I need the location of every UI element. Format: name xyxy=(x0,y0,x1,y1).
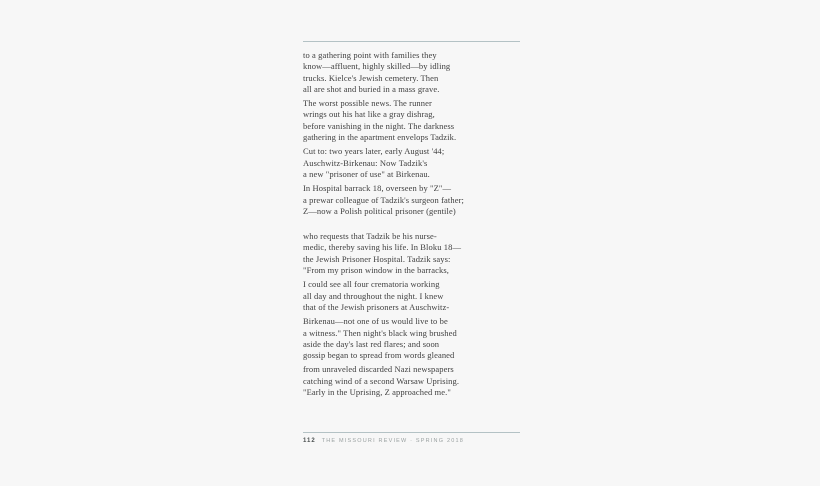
stanza xyxy=(303,183,520,217)
poem-line: who requests that Tadzik be his nurse- xyxy=(303,231,437,242)
poem xyxy=(303,50,520,398)
poem-line: In Hospital barrack 18, overseen by "Z"— xyxy=(303,183,452,194)
poem-line: trucks. Kielce's Jewish cemetery. Then xyxy=(303,72,439,83)
poem-line: a new "prisoner of use" at Birkenau. xyxy=(303,168,430,179)
top-rule xyxy=(303,41,520,42)
poem-line: before vanishing in the night. The darkness xyxy=(303,120,455,131)
poem-line: "From my prison window in the barracks, xyxy=(303,265,449,276)
poem-line: know—affluent, highly skilled—by idling xyxy=(303,61,451,72)
poem-line: Cut to: two years later, early August '44; xyxy=(303,146,445,157)
poem-column xyxy=(303,41,520,401)
poem-line: Birkenau—not one of us would live to be xyxy=(303,316,448,327)
poem-line: a prewar colleague of Tadzik's surgeon father; xyxy=(303,194,464,205)
poem-line: the Jewish Prisoner Hospital. Tadzik says: xyxy=(303,253,451,264)
poem-line: gossip began to spread from words gleaned xyxy=(303,350,455,361)
poem-line: all day and throughout the night. I knew xyxy=(303,290,444,301)
stanza xyxy=(303,364,520,398)
poem-line: The worst possible news. The runner xyxy=(303,98,432,109)
poem-line: Z—now a Polish political prisoner (gentile) xyxy=(303,205,456,216)
stanza xyxy=(303,316,520,361)
poem-line: to a gathering point with families they xyxy=(303,50,437,60)
poem-line: from unraveled discarded Nazi newspapers xyxy=(303,364,454,375)
poem-line: catching wind of a second Warsaw Uprising. xyxy=(303,375,460,386)
poem-line: medic, thereby saving his life. In Bloku 18— xyxy=(303,242,462,253)
poem-line: a witness." Then night's black wing brushed xyxy=(303,327,457,338)
poem-line: aside the day's last red flares; and soon xyxy=(303,338,440,349)
stanza xyxy=(303,50,520,95)
stanza xyxy=(303,98,520,143)
page-footer xyxy=(303,432,520,444)
page-number: 112 xyxy=(303,438,316,444)
poem-line: all are shot and buried in a mass grave. xyxy=(303,83,440,94)
poem-line: Auschwitz-Birkenau: Now Tadzik's xyxy=(303,157,428,168)
poem-line: I could see all four crematoria working xyxy=(303,279,440,290)
stanza xyxy=(303,279,520,313)
poem-line: gathering in the apartment envelops Tadzik. xyxy=(303,132,457,143)
journal-running-title: THE MISSOURI REVIEW · SPRING 2018 xyxy=(321,438,464,444)
poem-line: wrings out his hat like a gray dishrag, xyxy=(303,109,435,120)
stanza xyxy=(303,231,520,276)
poem-line: that of the Jewish prisoners at Auschwitz- xyxy=(303,301,450,312)
stanza xyxy=(303,146,520,180)
poem-line: "Early in the Uprising, Z approached me." xyxy=(303,387,451,398)
